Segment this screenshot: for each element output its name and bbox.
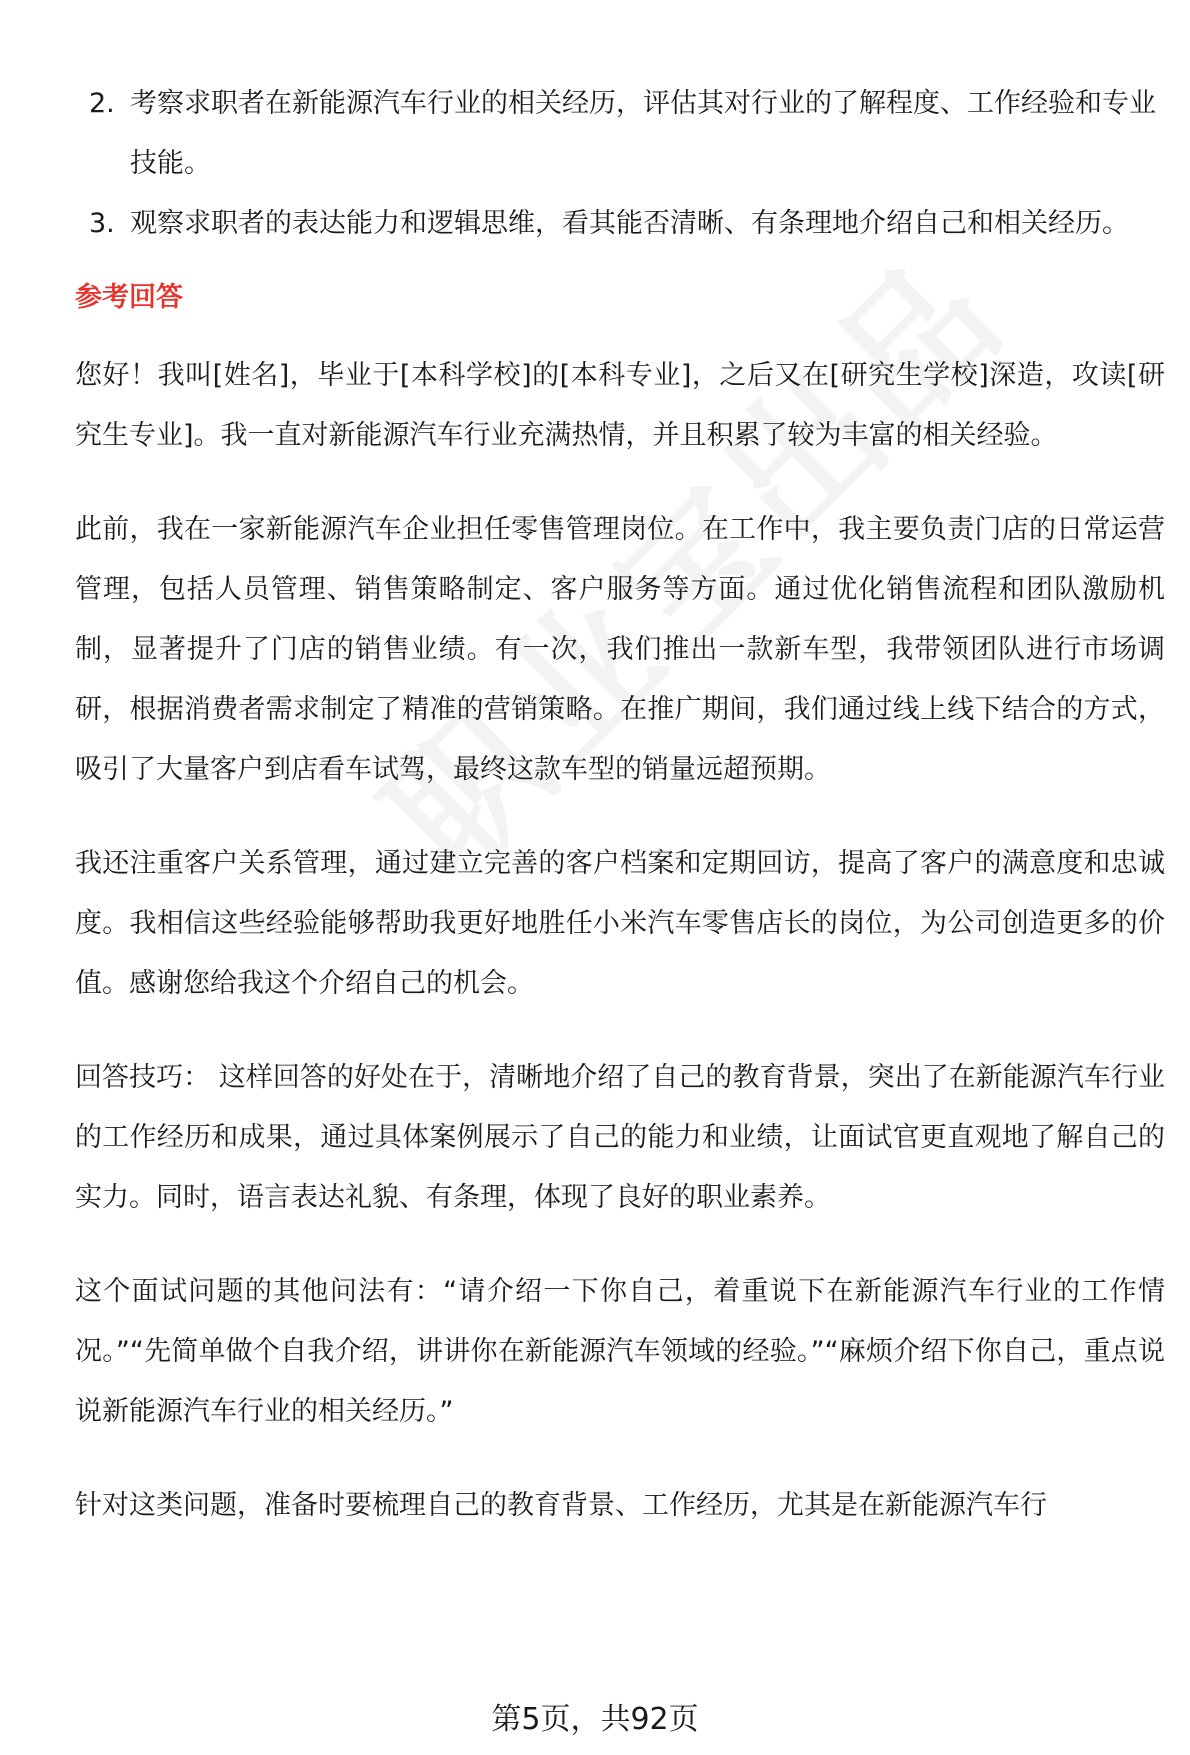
paragraph: 针对这类问题，准备时要梳理自己的教育背景、工作经历，尤其是在新能源汽车行: [75, 1490, 1047, 1521]
paragraph: 回答技巧： 这样回答的好处在于，清晰地介绍了自己的教育背景，突出了在新能源汽车行业的工作经历和成果，通过具体案例展示了自己的能力和业绩，让面试官更直观地了解自己的实力。同时，语言表达礼貌、有条理，体现了良好的职业素养。: [75, 1062, 1165, 1213]
paragraph: 此前，我在一家新能源汽车企业担任零售管理岗位。在工作中，我主要负责门店的日常运营管理，包括人员管理、销售策略制定、客户服务等方面。通过优化销售流程和团队激励机制，显著提升了门店的销售业绩。有一次，我们推出一款新车型，我带领团队进行市场调研，根据消费者需求制定了精准的营销策略。在推广期间，我们通过线上线下结合的方式，吸引了大量客户到店看车试驾，最终这款车型的销量远超预期。: [75, 514, 1165, 785]
list-item-number: 3.: [89, 208, 115, 239]
list-item: [75, 74, 1165, 194]
numbered-list: [75, 74, 1165, 254]
list-item-number: 2.: [89, 88, 115, 119]
page-number: 第5页，共92页: [491, 1702, 699, 1737]
list-item-text: 观察求职者的表达能力和逻辑思维，看其能否清晰、有条理地介绍自己和相关经历。: [130, 208, 1129, 239]
paragraph: 我还注重客户关系管理，通过建立完善的客户档案和定期回访，提高了客户的满意度和忠诚度。我相信这些经验能够帮助我更好地胜任小米汽车零售店长的岗位，为公司创造更多的价值。感谢您给我这个介绍自己的机会。: [75, 848, 1165, 999]
document-body: [75, 74, 1165, 1570]
list-item-text: 考察求职者在新能源汽车行业的相关经历，评估其对行业的了解程度、工作经验和专业技能。: [130, 88, 1156, 179]
paragraph: 这个面试问题的其他问法有：“请介绍一下你自己，着重说下在新能源汽车行业的工作情况。”“先简单做个自我介绍，讲讲你在新能源汽车领域的经验。”“麻烦介绍下你自己，重点说说新能源汽车行业的相关经历。”: [75, 1276, 1165, 1427]
section-heading: 参考回答: [75, 282, 183, 313]
paragraph: 您好！我叫[姓名]，毕业于[本科学校]的[本科专业]，之后又在[研究生学校]深造，攻读[研究生专业]。我一直对新能源汽车行业充满热情，并且积累了较为丰富的相关经验。: [75, 360, 1165, 451]
list-item: [75, 194, 1165, 254]
